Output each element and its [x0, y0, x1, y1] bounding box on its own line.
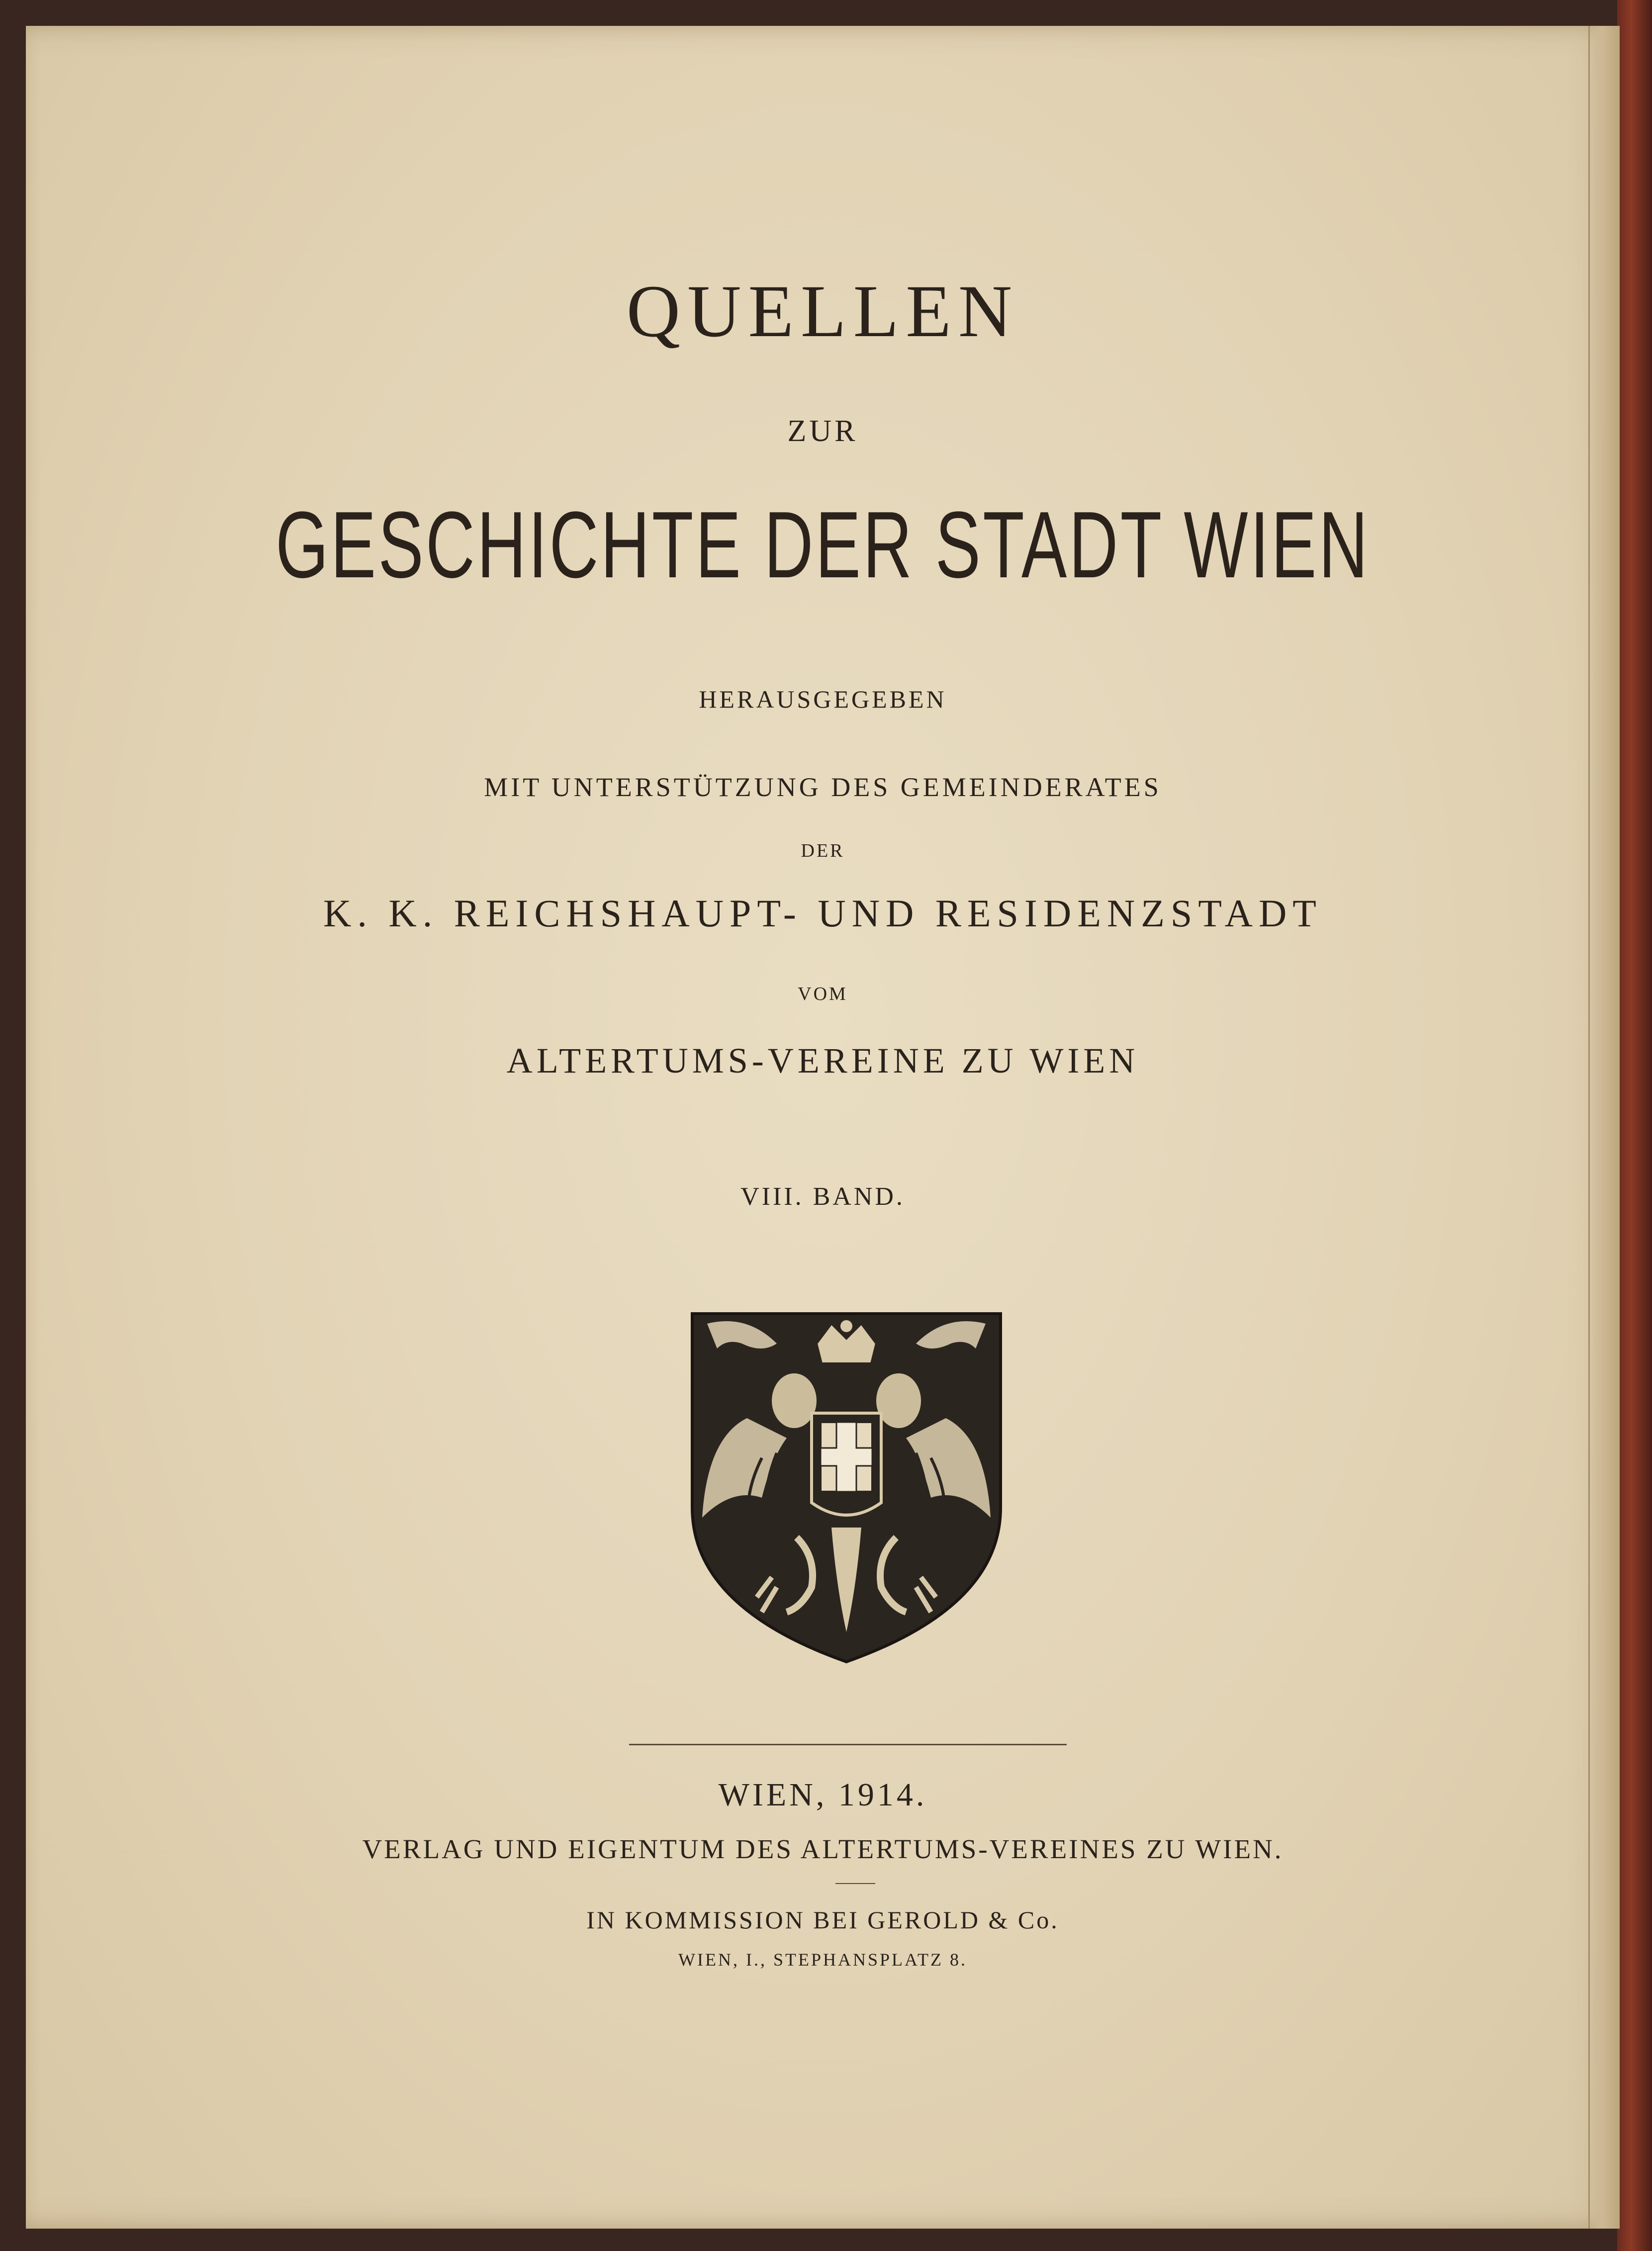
- title-page: [26, 26, 1620, 2229]
- place-year: WIEN, 1914.: [718, 1777, 927, 1813]
- der-text: DER: [801, 840, 845, 861]
- separator-rule: [629, 1744, 1067, 1745]
- society-text: ALTERTUMS-VEREINE ZU WIEN: [506, 1041, 1139, 1080]
- commission-line: IN KOMMISSION BEI GEROLD & Co.: [586, 1906, 1059, 1934]
- book-binding: [1617, 0, 1652, 2251]
- herausgegeben-text: HERAUSGEGEBEN: [699, 685, 947, 713]
- coat-of-arms-icon: [687, 1309, 1006, 1667]
- support-text: MIT UNTERSTÜTZUNG DES GEMEINDERATES: [484, 772, 1162, 802]
- volume-label: VIII. BAND.: [740, 1182, 905, 1211]
- publisher-line: VERLAG UND EIGENTUM DES ALTERTUMS-VEREINES ZU WIEN.: [362, 1834, 1284, 1864]
- address-line: WIEN, I., STEPHANSPLATZ 8.: [678, 1950, 967, 1970]
- main-title: QUELLEN: [626, 270, 1019, 353]
- title-connector: ZUR: [787, 414, 858, 448]
- page-edge: [1588, 26, 1620, 2229]
- subtitle: GESCHICHTE DER STADT WIEN: [275, 492, 1370, 598]
- vom-text: VOM: [798, 984, 848, 1004]
- short-rule: [835, 1883, 875, 1884]
- city-text: K. K. REICHSHAUPT- UND RESIDENZSTADT: [323, 892, 1322, 935]
